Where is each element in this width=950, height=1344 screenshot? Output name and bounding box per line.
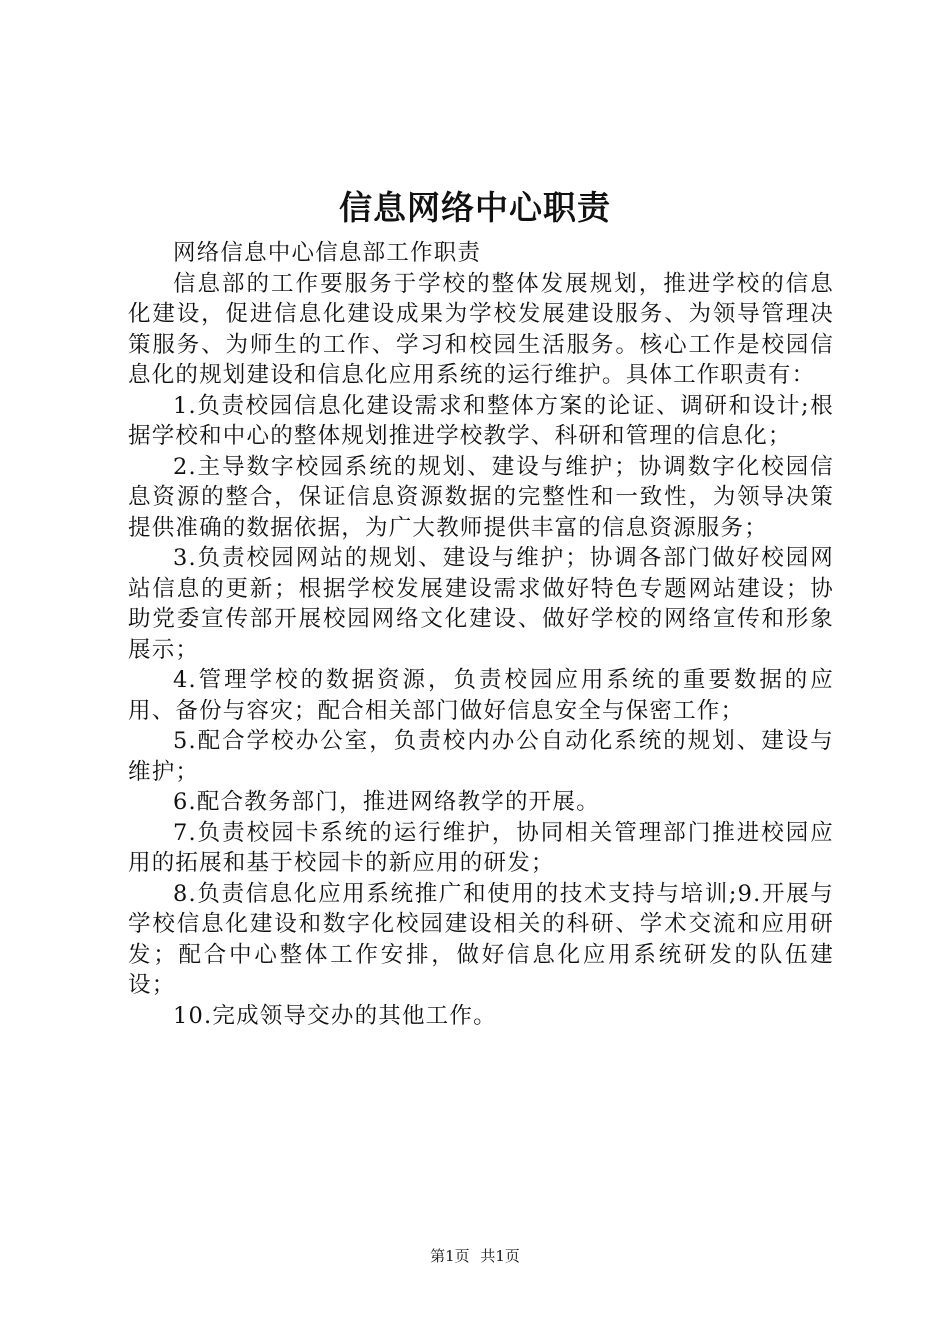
page-footer	[0, 1244, 950, 1268]
paragraph-heading: 网络信息中心信息部工作职责	[173, 240, 482, 266]
paragraph-item-10: 10.完成领导交办的其他工作。	[173, 1002, 497, 1029]
paragraph-item-3: 3.负责校园网站的规划、建设与维护；协调各部门做好校园网站信息的更新；根据学校发展建设需求做好特色专题网站建设；协助党委宣传部开展校园网络文化建设、做好学校的网络宣传和形象展示；	[128, 545, 834, 663]
paragraph-item-5: 5.配合学校办公室，负责校内办公自动化系统的规划、建设与维护；	[128, 728, 834, 785]
document-title: 信息网络中心职责	[339, 188, 611, 227]
page-total: 共1页	[480, 1247, 520, 1265]
paragraph-item-7: 7.负责校园卡系统的运行维护，协同相关管理部门推进校园应用的拓展和基于校园卡的新应用的研发；	[128, 819, 834, 876]
paragraph-intro: 信息部的工作要服务于学校的整体发展规划，推进学校的信息化建设，促进信息化建设成果为学校发展建设服务、为领导管理决策服务、为师生的工作、学习和校园生活服务。核心工作是校园信息化的规划建设和信息化应用系统的运行维护。具体工作职责有：	[128, 270, 834, 388]
paragraph-item-2: 2.主导数字校园系统的规划、建设与维护；协调数字化校园信息资源的整合，保证信息资源数据的完整性和一致性，为领导决策提供准确的数据依据，为广大教师提供丰富的信息资源服务；	[128, 453, 834, 541]
page-number: 第1页	[430, 1247, 470, 1265]
paragraph-item-6: 6.配合教务部门，推进网络教学的开展。	[173, 789, 600, 815]
paragraph-item-4: 4.管理学校的数据资源，负责校园应用系统的重要数据的应用、备份与容灾；配合相关部门做好信息安全与保密工作；	[128, 667, 834, 724]
paragraph-item-1: 1.负责校园信息化建设需求和整体方案的论证、调研和设计;根据学校和中心的整体规划推进学校教学、科研和管理的信息化；	[128, 392, 834, 449]
paragraph-item-8-9: 8.负责信息化应用系统推广和使用的技术支持与培训;9.开展与学校信息化建设和数字化校园建设相关的科研、学术交流和应用研发；配合中心整体工作安排，做好信息化应用系统研发的队伍建设；	[128, 880, 834, 998]
document-body	[128, 238, 834, 1031]
